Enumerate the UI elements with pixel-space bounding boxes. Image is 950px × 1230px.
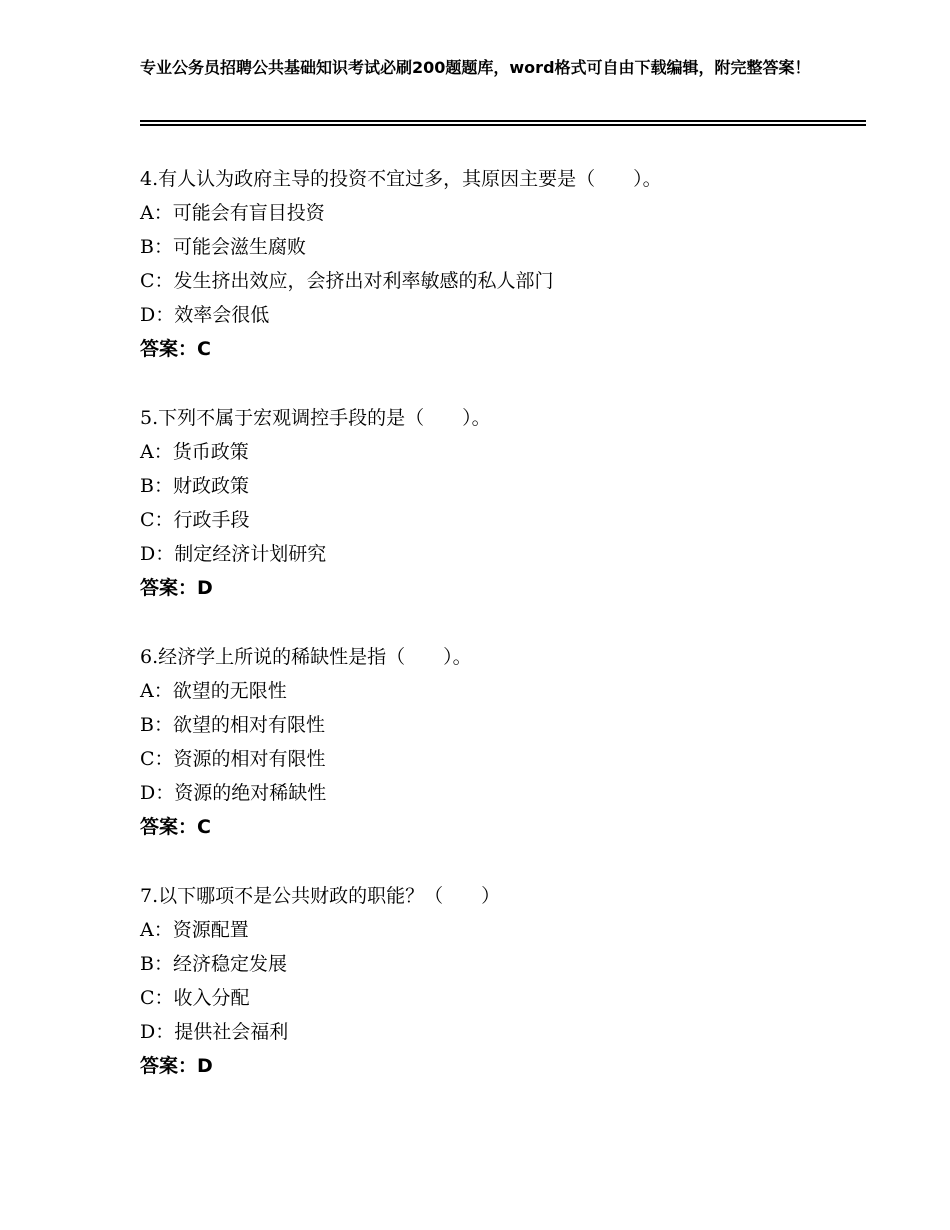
option-b: B：欲望的相对有限性 (140, 714, 325, 736)
question-item (140, 879, 860, 1083)
option-c: C：收入分配 (140, 987, 250, 1009)
option-d: D：效率会很低 (140, 304, 270, 326)
option-c: C：发生挤出效应，会挤出对利率敏感的私人部门 (140, 270, 554, 292)
question-stem: 5.下列不属于宏观调控手段的是（ ）。 (140, 407, 491, 429)
header-divider (140, 120, 866, 126)
question-item (140, 162, 860, 366)
option-a: A：欲望的无限性 (140, 680, 287, 702)
option-b: B：经济稳定发展 (140, 953, 287, 975)
option-d: D：制定经济计划研究 (140, 543, 327, 565)
answer-label: 答案：D (140, 1055, 213, 1077)
option-b: B：可能会滋生腐败 (140, 236, 306, 258)
question-item (140, 401, 860, 605)
option-c: C：行政手段 (140, 509, 250, 531)
option-d: D：提供社会福利 (140, 1021, 289, 1043)
answer-label: 答案：D (140, 577, 213, 599)
question-stem: 6.经济学上所说的稀缺性是指（ ）。 (140, 646, 472, 668)
option-a: A：可能会有盲目投资 (140, 202, 325, 224)
option-c: C：资源的相对有限性 (140, 748, 326, 770)
question-stem: 7.以下哪项不是公共财政的职能？（ ） (140, 885, 501, 907)
answer-label: 答案：C (140, 816, 211, 838)
option-a: A：资源配置 (140, 919, 249, 941)
question-stem: 4.有人认为政府主导的投资不宜过多，其原因主要是（ ）。 (140, 168, 662, 190)
option-d: D：资源的绝对稀缺性 (140, 782, 327, 804)
option-b: B：财政政策 (140, 475, 249, 497)
option-a: A：货币政策 (140, 441, 249, 463)
question-list (140, 162, 860, 1118)
page-header: 专业公务员招聘公共基础知识考试必刷200题题库，word格式可自由下载编辑，附完整答案！ (140, 58, 811, 77)
answer-label: 答案：C (140, 338, 211, 360)
question-item (140, 640, 860, 844)
